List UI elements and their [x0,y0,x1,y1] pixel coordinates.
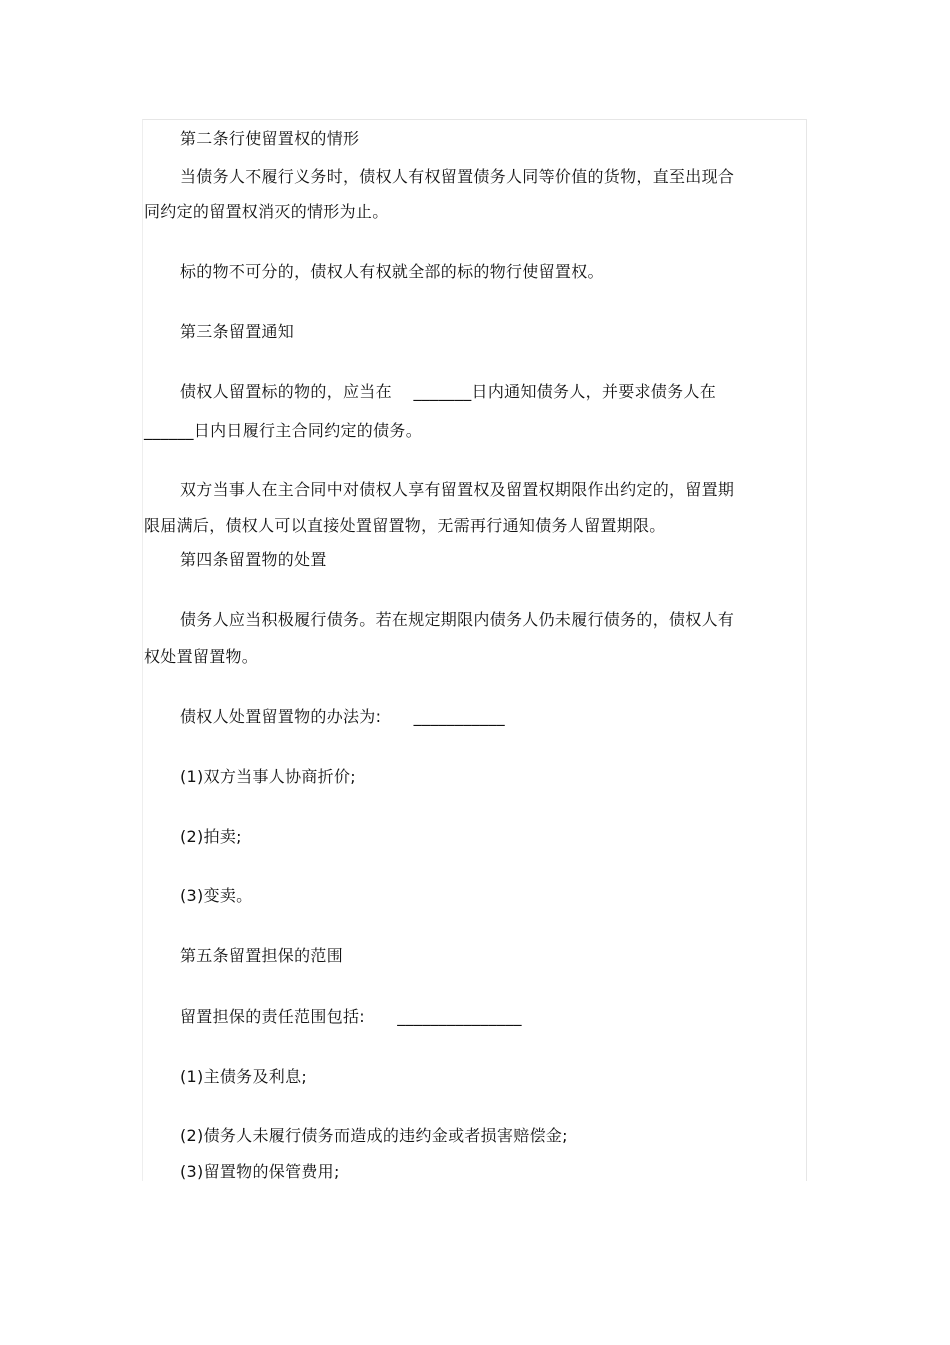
paragraph-line: ______日内日履行主合同约定的债务。 [144,421,423,440]
paragraph-line: 留置担保的责任范围包括: _______________ [180,1007,522,1026]
paragraph-line: 同约定的留置权消灭的情形为止。 [144,202,389,221]
article-4-heading: 第四条留置物的处置 [180,550,327,569]
paragraph-line: 限届满后，债权人可以直接处置留置物，无需再行通知债务人留置期限。 [144,516,666,535]
article-5-heading: 第五条留置担保的范围 [180,946,344,965]
article-3-heading: 第三条留置通知 [180,322,295,341]
paragraph-line: 债务人应当积极履行债务。若在规定期限内债务人仍未履行债务的，债权人有 [180,610,735,629]
paragraph-line: 双方当事人在主合同中对债权人享有留置权及留置权期限作出约定的，留置期 [180,480,735,499]
paragraph-line: 债权人留置标的物的，应当在 _______日内通知债务人，并要求债务人在 [180,382,717,401]
paragraph-line: 权处置留置物。 [144,647,259,666]
list-item: (1)双方当事人协商折价; [180,767,356,786]
list-item: (3)变卖。 [180,886,253,905]
paragraph-line: 标的物不可分的，债权人有权就全部的标的物行使留置权。 [180,262,604,281]
list-item: (2)债务人未履行债务而造成的违约金或者损害赔偿金; [180,1126,568,1145]
article-2-heading: 第二条行使留置权的情形 [180,129,360,148]
paragraph-line: 当债务人不履行义务时，债权人有权留置债务人同等价值的货物，直至出现合 [180,167,735,186]
list-item: (1)主债务及利息; [180,1067,308,1086]
list-item: (2)拍卖; [180,827,242,846]
list-item: (3)留置物的保管费用; [180,1162,340,1181]
paragraph-line: 债权人处置留置物的办法为: ___________ [180,707,505,726]
